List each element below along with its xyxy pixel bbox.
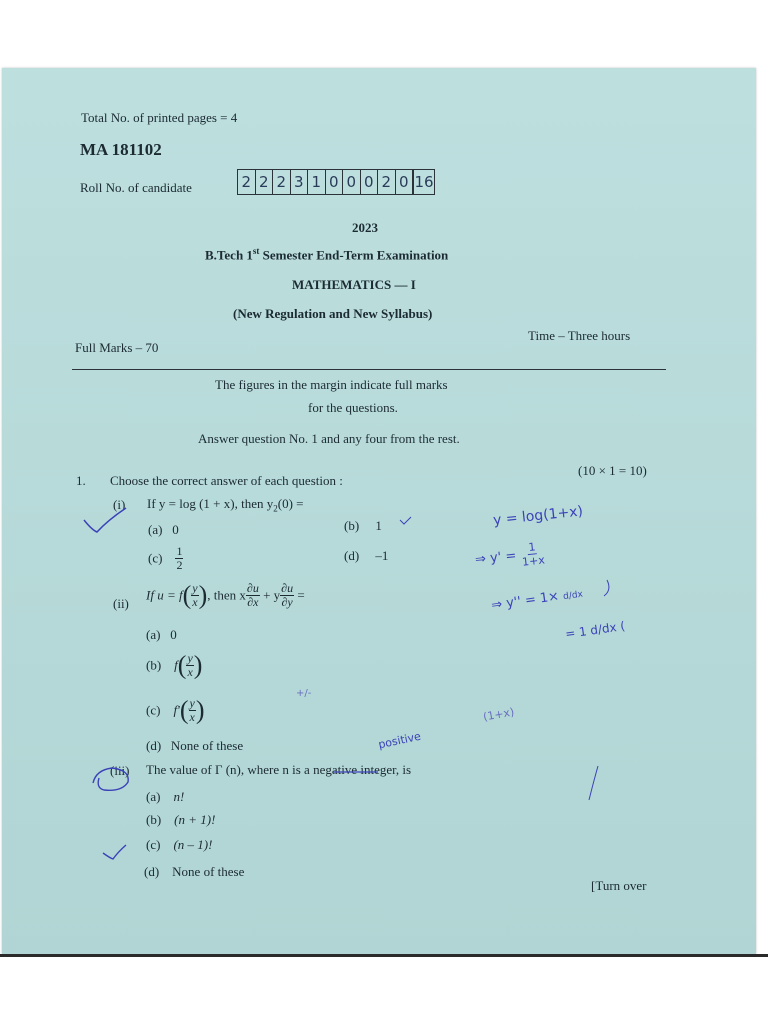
roll-digit: 2 [273,170,291,194]
option-iii-b: (b) (n + 1)! [146,812,216,827]
time-allowed: Time – Three hours [528,328,631,343]
roll-digit: 2 [238,170,256,194]
roll-digit: 16 [413,170,434,194]
regulation: (New Regulation and New Syllabus) [233,306,433,321]
option-i-d: (d) –1 [344,548,389,563]
subq-i-label: (i) [113,497,126,512]
option-ii-c: (c) f'( $\frac{y}{x}$ ) [146,695,205,725]
instruction-line-1: The figures in the margin indicate full marks [215,377,448,392]
roll-digit: 0 [343,170,361,194]
exam-year: 2023 [352,220,378,235]
answer-instruction: Answer question No. 1 and any four from the rest. [198,431,460,446]
roll-digit: 0 [361,170,379,194]
question-number: 1. [76,473,86,488]
roll-digit: 0 [326,170,344,194]
handwriting-line-1: y = log(1+x) [492,503,584,529]
option-iii-c: (c) (n – 1)! [146,837,213,852]
roll-digit: 2 [378,170,396,194]
turn-over: [Turn over [591,878,647,893]
roll-digit: 3 [291,170,309,194]
option-ii-b: (b) f( $\frac{y}{x}$ ) [146,650,203,680]
option-ii-d: (d) None of these [146,738,244,753]
option-ii-a: (a) 0 [146,627,177,642]
handwriting-line-4: = 1 d/dx ( [564,618,626,642]
subq-iii-label: (iii) [110,763,130,778]
roll-digit: 0 [396,170,414,194]
question-prompt: Choose the correct answer of each question : [110,473,343,488]
option-i-c: (c) $\frac{1}{2}$ [148,544,183,572]
course-code: MA 181102 [80,140,162,159]
instruction-line-2: for the questions. [308,400,398,415]
subq-iii-text: The value of Γ (n), where n is a negative integer, is [146,762,412,777]
handwriting-positive: positive [377,729,423,752]
roll-digit: 1 [308,170,326,194]
paper-edge [0,954,768,957]
handwriting-line-2: ⇒ y' = $\frac{1}{1+x}$ [474,540,546,569]
handwriting-line-3: ⇒ y'' = 1× d/dx [490,588,584,614]
full-marks: Full Marks – 70 [75,340,159,355]
subq-ii-text: If u = f( $\frac{y}{x}$ ), then x $\frac{\partial u}{\partial x}$ + y $\frac{\partial u}{\partial y}$ = [146,580,305,610]
handwriting-scribble: +/- [296,688,312,699]
option-iii-d: (d) None of these [144,864,245,879]
option-iii-a: (a) n! [146,789,185,804]
printed-pages: Total No. of printed pages = 4 [81,110,238,125]
roll-number-boxes [237,169,435,195]
exam-title: B.Tech 1st Semester End-Term Examination [205,246,449,263]
option-i-b: (b) 1 [344,518,382,533]
subject-title: MATHEMATICS — I [292,277,416,292]
header-rule [72,369,666,370]
roll-digit: 2 [256,170,274,194]
roll-label: Roll No. of candidate [80,180,192,195]
question-marks: (10 × 1 = 10) [578,463,647,478]
handwriting-line-5: (1+x) [482,705,516,724]
subq-ii-label: (ii) [113,596,129,611]
subq-i-text: If y = log (1 + x), then $y_2(0)$ = [147,496,304,514]
option-i-a: (a) 0 [148,522,179,537]
